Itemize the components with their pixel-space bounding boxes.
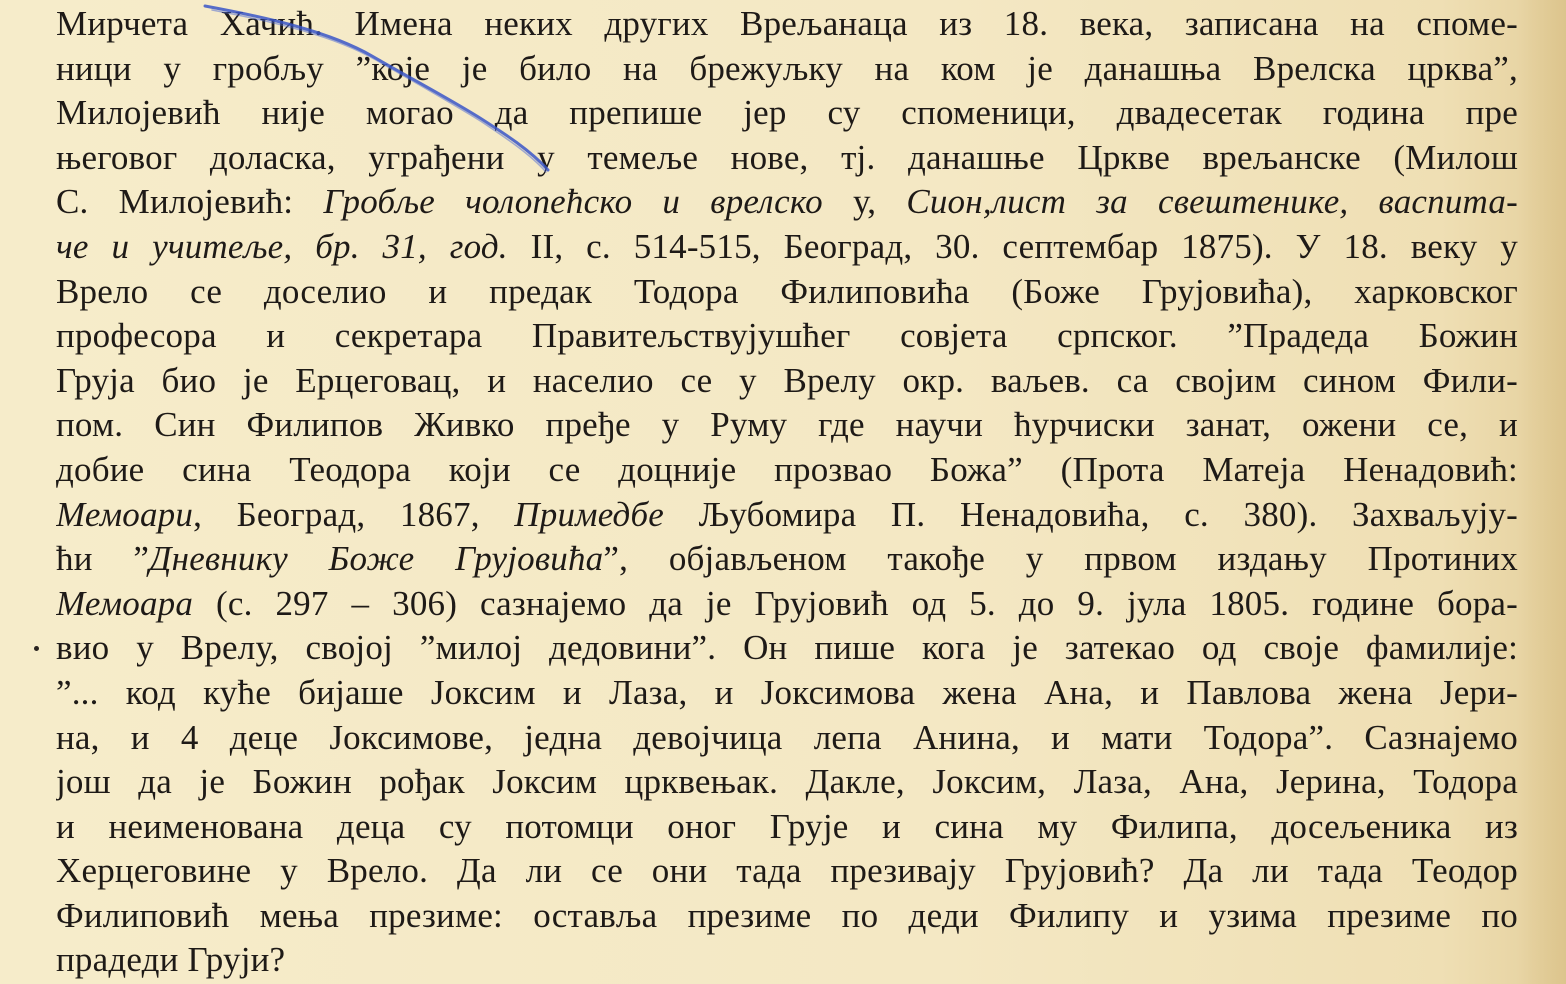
- text-line: [56, 582, 1518, 627]
- text-segment: ”... код куће бијаше Јоксим и Лаза, и Јоксимова жена Ана, и Павлова жена Јери-: [56, 672, 1518, 712]
- text-line: [56, 2, 1518, 47]
- text-segment: на, и 4 деце Јоксимове, једна девојчица лепа Анина, и мати Тодора”. Сазнајемо: [56, 717, 1518, 757]
- text-line: [56, 403, 1518, 448]
- text-segment: , Београд, 1867,: [193, 494, 515, 534]
- text-line: [56, 805, 1518, 850]
- text-line: [56, 938, 1518, 983]
- text-line: [56, 537, 1518, 582]
- italic-text-segment: Гробље чолопећско и врелско: [323, 182, 823, 222]
- text-segment: у,: [822, 182, 907, 222]
- text-segment: његовог доласка, уграђени у темеље нове, тј. данашње Цркве врељанске (Милош: [56, 137, 1518, 177]
- text-line: [56, 314, 1518, 359]
- text-line: [56, 270, 1518, 315]
- text-segment: II, с. 514-515, Београд, 30. септембар 1875). У 18. веку у: [507, 226, 1518, 266]
- text-segment: Љубомира П. Ненадовића, с. 380). Захваљују-: [664, 494, 1518, 534]
- text-segment: ници у гробљу ”које је било на брежуљку на ком је данашња Врелска црква”,: [56, 48, 1518, 88]
- text-segment: вио у Врелу, својој ”милој дедовини”. Он пише кога је затекао од своје фамилије:: [56, 628, 1518, 668]
- italic-text-segment: че и учитеље, бр. 31, год.: [56, 226, 508, 266]
- text-line: [56, 493, 1518, 538]
- page-gutter-shadow: [1518, 0, 1566, 984]
- text-segment: Врело се доселио и предак Тодора Филиповића (Боже Грујовића), харковског: [56, 271, 1518, 311]
- italic-text-segment: Примедбе: [514, 494, 664, 534]
- italic-text-segment: Мемоари: [56, 494, 194, 534]
- text-line: [56, 671, 1518, 716]
- text-line: [56, 626, 1518, 671]
- text-line: [56, 91, 1518, 136]
- text-line: [56, 716, 1518, 761]
- text-segment: Груја био је Ерцеговац, и населио се у Врелу окр. ваљев. са својим сином Фили-: [56, 360, 1518, 400]
- text-line: [56, 849, 1518, 894]
- text-line: [56, 47, 1518, 92]
- text-segment: ”, објављеном такође у првом издању Протиних: [603, 539, 1518, 579]
- text-segment: (с. 297 – 306) сазнајемо да је Грујовић од 5. до 9. јула 1805. године бора-: [193, 583, 1518, 623]
- italic-text-segment: Дневнику Боже Грујовића: [149, 539, 604, 579]
- text-segment: прадеди Груји?: [56, 940, 286, 980]
- text-segment: Херцеговине у Врело. Да ли се они тада презивају Грујовић? Да ли тада Теодор: [56, 851, 1518, 891]
- italic-text-segment: Мемоара: [56, 583, 194, 623]
- margin-dot: [34, 646, 39, 651]
- text-segment: Мирчета Хачић. Имена неких других Врељанаца из 18. века, записана на споме-: [56, 4, 1518, 43]
- text-line: [56, 359, 1518, 404]
- text-segment: пом. Син Филипов Живко пређе у Руму где научи ћурчиски занат, ожени се, и: [56, 405, 1518, 445]
- italic-text-segment: Сион,лист за свештенике, васпита-: [906, 182, 1518, 222]
- text-segment: ћи ”: [56, 539, 150, 579]
- text-segment: и неименована деца су потомци оног Грује и сина му Филипа, досељеника из: [56, 806, 1518, 846]
- text-line: [56, 225, 1518, 270]
- text-segment: Филиповић мења презиме: оставља презиме по деди Филипу и узима презиме по: [56, 895, 1518, 935]
- text-segment: добие сина Теодора који се доцније прозвао Божа” (Прота Матеја Ненадовић:: [56, 449, 1518, 489]
- text-line: [56, 760, 1518, 805]
- text-segment: још да је Божин рођак Јоксим црквењак. Дакле, Јоксим, Лаза, Ана, Јерина, Тодора: [56, 762, 1518, 802]
- body-text: [56, 2, 1518, 983]
- text-segment: Милојевић није могао да препише јер су споменици, двадесетак година пре: [56, 93, 1518, 133]
- text-segment: професора и секретара Правитељствујушћег совјета српског. ”Прадеда Божин: [56, 316, 1518, 356]
- text-line: [56, 894, 1518, 939]
- text-segment: С. Милојевић:: [56, 182, 324, 222]
- text-line: [56, 180, 1518, 225]
- text-line: [56, 136, 1518, 181]
- text-line: [56, 448, 1518, 493]
